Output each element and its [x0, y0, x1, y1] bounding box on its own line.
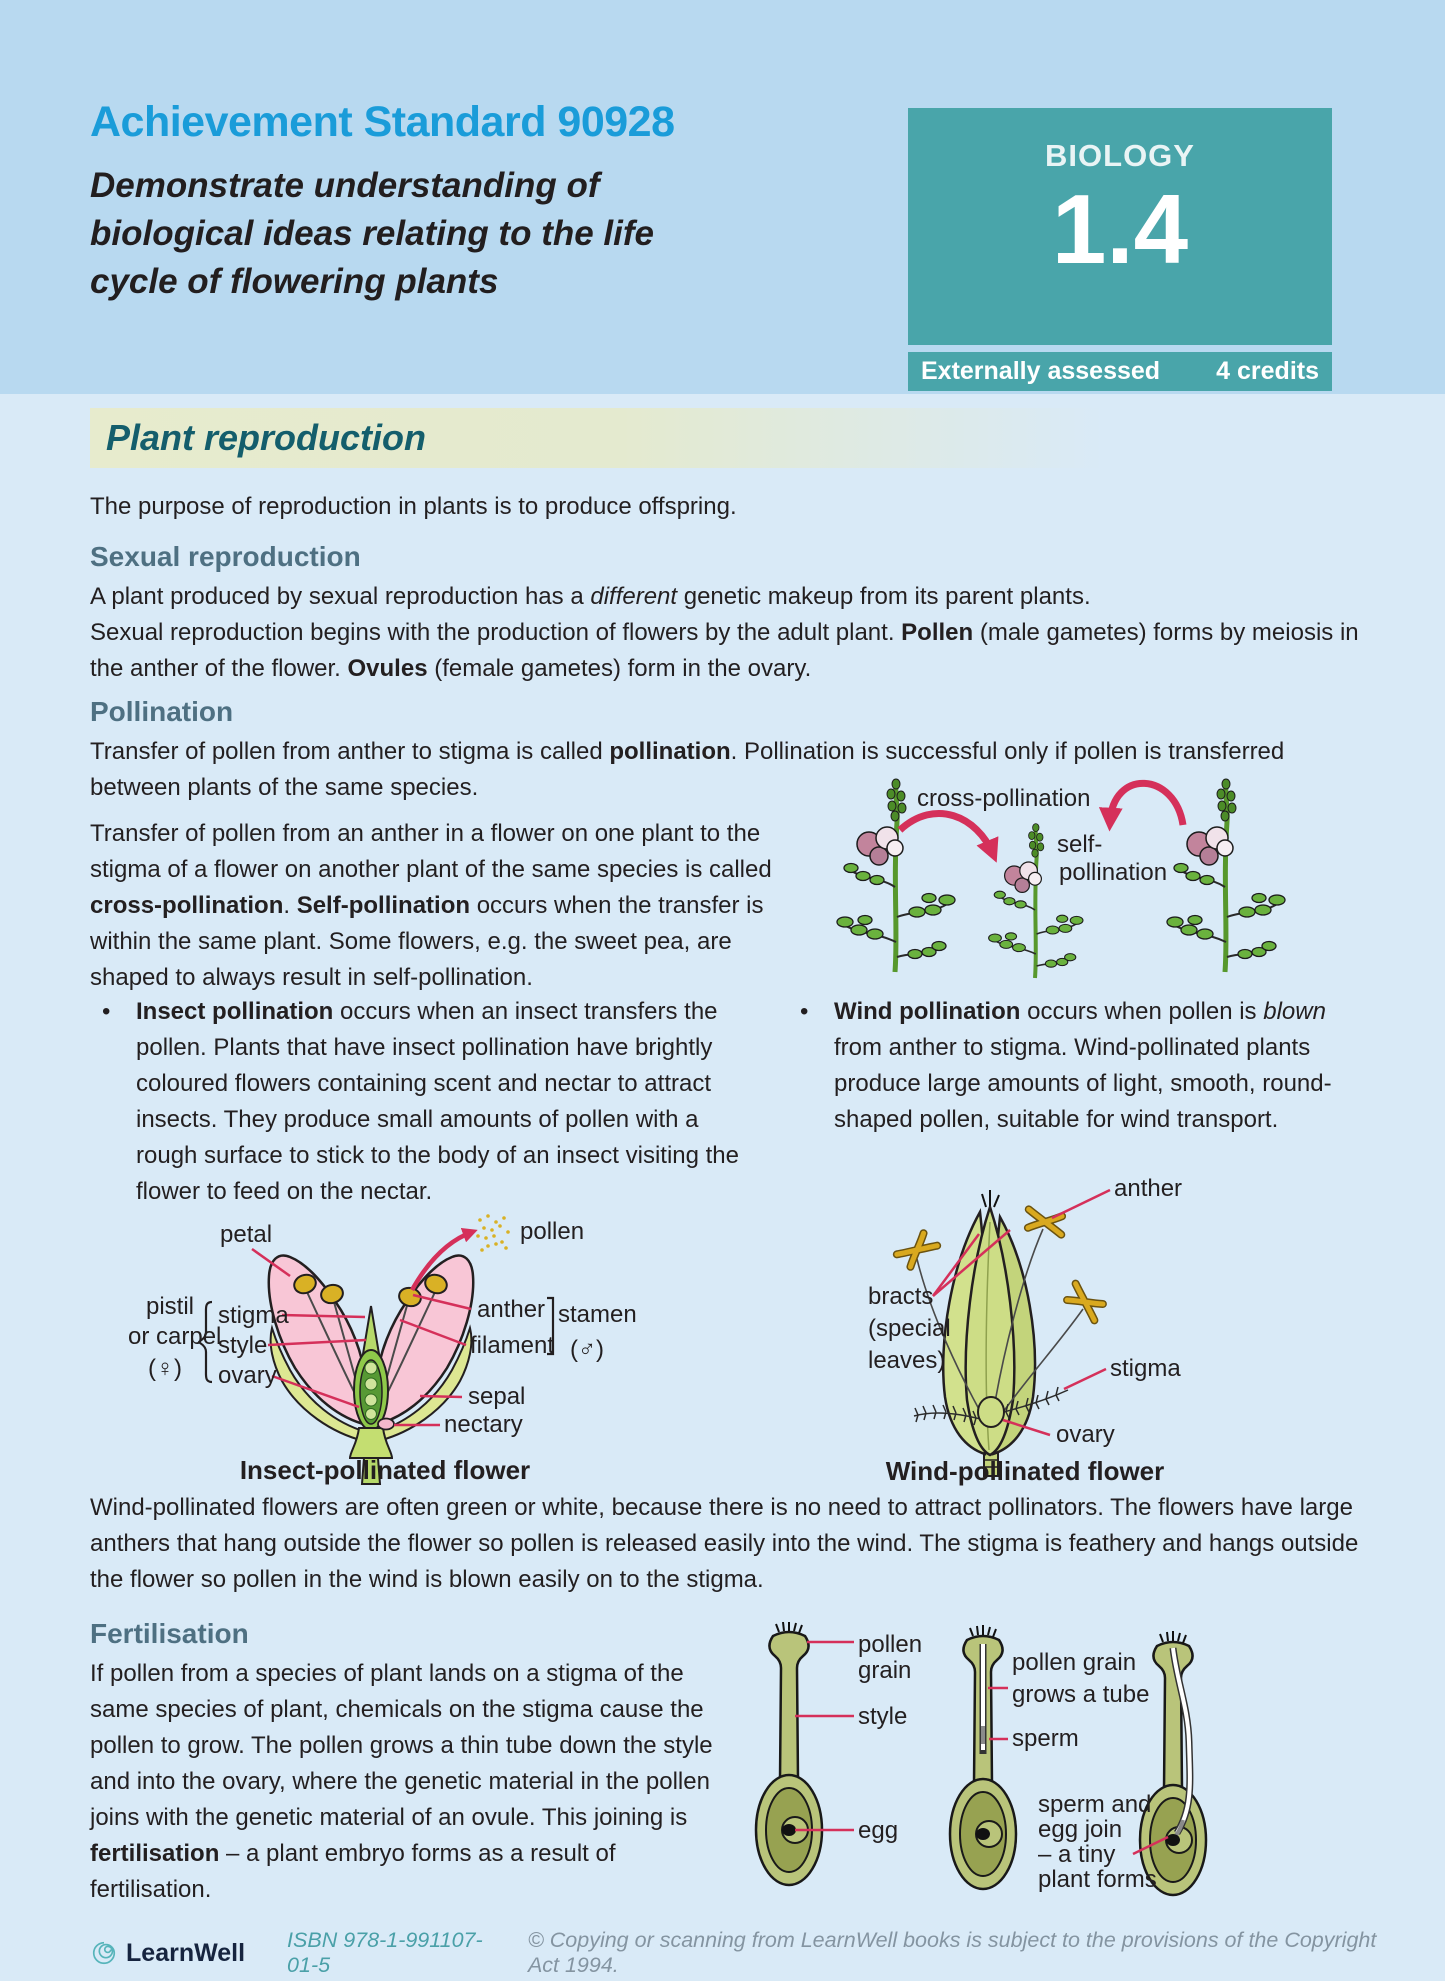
text-run: pollination	[609, 738, 731, 765]
bract-tip-fringe	[982, 1190, 999, 1207]
heading-sexual-reproduction: Sexual reproduction	[90, 541, 361, 572]
intro-paragraph: The purpose of reproduction in plants is to produce offspring.	[90, 493, 737, 520]
page-footer	[90, 1928, 1410, 1978]
cross-pollination-arrow	[900, 813, 993, 854]
isbn-text: ISBN 978-1-991107-01-5	[287, 1928, 483, 1977]
label-petal: petal	[220, 1221, 273, 1248]
pistil-stage-3	[1140, 1631, 1206, 1895]
subject-level: 1.4	[1051, 174, 1189, 284]
text-run: genetic makeup from its parent plants.	[677, 583, 1091, 610]
self-pollination-label: pollination	[1059, 859, 1168, 886]
label-sepal: sepal	[468, 1383, 526, 1410]
assessment-bar	[908, 352, 1332, 391]
text-run: fertilisation	[90, 1840, 220, 1867]
text-run: Insect pollination	[136, 998, 334, 1025]
wind-flower-illustration	[690, 1162, 1290, 1492]
label-nectary: nectary	[444, 1411, 523, 1438]
text-run: Wind pollination	[834, 998, 1021, 1025]
text-run: Sexual reproduction begins with the production of flowers by the adult plant.	[90, 619, 902, 646]
text-run: – a plant embryo forms as a result of fertilisation.	[90, 1840, 616, 1903]
label-pollen-grain: grain	[858, 1657, 912, 1684]
text-run: blown	[1263, 998, 1326, 1025]
page-title: Achievement Standard 90928	[90, 98, 675, 146]
label-stamen: (♂)	[570, 1336, 604, 1363]
label-style: style	[858, 1703, 908, 1730]
heading-fertilisation: Fertilisation	[90, 1618, 249, 1649]
petal-shape	[375, 1256, 473, 1425]
label-stamen: stamen	[558, 1301, 637, 1328]
fertilisation-diagram	[745, 1622, 1400, 1917]
label-filament: filament	[470, 1332, 555, 1359]
text-run: Self-pollination	[296, 892, 471, 919]
wind-pollination-bullet	[788, 994, 1352, 1138]
text-run: A plant produced by sexual reproduction has a	[90, 583, 591, 610]
pollination-paragraph-2	[90, 816, 774, 996]
label-style: style	[218, 1332, 268, 1359]
section-header	[90, 408, 1357, 468]
text-run: from anther to stigma. Wind-pollinated plants produce large amounts of light, smooth, round-shaped pollen, suitable for wind transport.	[834, 1034, 1332, 1133]
subject-badge	[908, 108, 1332, 345]
section-title: Plant reproduction	[106, 417, 427, 458]
bullet-glyph: •	[800, 998, 809, 1025]
insect-flower-diagram	[100, 1192, 760, 1492]
insect-flower-caption: Insect-pollinated flower	[239, 1455, 531, 1485]
label-anther: anther	[477, 1296, 546, 1323]
label-bracts: bracts	[868, 1283, 934, 1310]
label-sperm: sperm	[1012, 1725, 1079, 1752]
label-stigma: stigma	[218, 1302, 289, 1329]
text-run: occurs when pollen is	[1020, 998, 1264, 1025]
cross-pollination-label: cross-pollination	[917, 785, 1091, 812]
learnwell-logo-icon	[90, 1938, 118, 1968]
text-run: different	[590, 583, 678, 610]
text-run: Pollen	[901, 619, 974, 646]
subtitle-line: cycle of flowering plants	[90, 262, 499, 301]
label-ovary: ovary	[1056, 1421, 1115, 1448]
text-run: Ovules	[347, 655, 428, 682]
text-run: .	[283, 892, 297, 919]
assessment-type: Externally assessed	[921, 357, 1161, 385]
label-tube: pollen grain	[1012, 1649, 1137, 1676]
subtitle-line: Demonstrate understanding of	[90, 166, 600, 205]
text-run: . Pollination is successful only if pollen is transferred between plants of the same species.	[90, 738, 1285, 801]
label-join: sperm and	[1038, 1791, 1152, 1818]
self-pollination-arrow	[1110, 783, 1183, 825]
credits-count: 4 credits	[1216, 357, 1319, 385]
text-run: Transfer of pollen from anther to stigma is called	[90, 738, 610, 765]
text-run: occurs when the transfer is within the same plant. Some flowers, e.g. the sweet pea, are shaped to always result in self-pollination.	[90, 892, 764, 991]
label-bracts: (special	[868, 1315, 951, 1342]
insect-pollination-bullet	[90, 994, 758, 1210]
stigma-style-shape	[363, 1306, 379, 1354]
ovary-shape	[978, 1397, 1004, 1427]
copyright-notice: © Copying or scanning from LearnWell books is subject to the provisions of the Copyright Act 1994.	[527, 1928, 1377, 1977]
pistil-stage-1	[756, 1622, 822, 1885]
text-run: If pollen from a species of plant lands on a stigma of the same species of plant, chemicals on the stigma cause the pollen to grow. The pollen grows a thin tube down the style and into the ovary, where the genetic material in the pollen joins with the genetic material of an ovule. This joining is	[90, 1660, 713, 1831]
label-pistil: pistil	[146, 1293, 195, 1320]
wind-flowers-paragraph: Wind-pollinated flowers are often green or white, because there is no need to attract pollinators. The flowers have large anthers that hang outside the flower so pollen is released easily into the wind. The stigma is feathery and hangs outside the flower so pollen in the wind is blown easily on to the stigma.	[90, 1494, 1359, 1593]
brand-name: LearnWell	[126, 1938, 246, 1967]
label-pollen-grain: pollen	[858, 1631, 923, 1658]
insect-flower-illustration	[100, 1192, 760, 1492]
text-run: (male gametes) forms by meiosis in the anther of the flower.	[90, 619, 1359, 682]
wind-flower-caption: Wind-pollinated flower	[885, 1456, 1165, 1486]
wind-flower-diagram	[690, 1162, 1290, 1492]
insect-pollination-text	[136, 994, 750, 1210]
cross-pollination-diagram	[795, 750, 1365, 1000]
cross-pollination-illustration	[795, 750, 1365, 1000]
pollen-dots	[476, 1214, 510, 1252]
wind-pollination-text	[834, 994, 1339, 1138]
paragraph	[90, 615, 1372, 687]
label-join: – a tiny	[1038, 1841, 1116, 1868]
subject-name: BIOLOGY	[1045, 138, 1195, 173]
standard-subtitle	[90, 162, 654, 306]
sexual-reproduction-text	[90, 579, 1372, 687]
fertilisation-illustration	[745, 1622, 1400, 1917]
label-pistil: (♀)	[148, 1355, 182, 1382]
label-egg: egg	[858, 1817, 899, 1844]
plant-right	[1167, 779, 1285, 972]
label-ovary: ovary	[218, 1362, 277, 1389]
label-join: plant forms	[1038, 1866, 1157, 1893]
text-run: (female gametes) form in the ovary.	[427, 655, 812, 682]
label-anther: anther	[1114, 1175, 1183, 1202]
label-bracts: leaves)	[868, 1347, 946, 1374]
text-run: Transfer of pollen from an anther in a flower on one plant to the stigma of a flower on another plant of the same species is called	[90, 820, 772, 883]
fertilisation-paragraph	[90, 1656, 740, 1908]
label-pistil: or carpel	[128, 1323, 222, 1350]
text-run: cross-pollination	[90, 892, 284, 919]
subtitle-line: biological ideas relating to the life	[90, 214, 654, 253]
label-stigma: stigma	[1110, 1355, 1181, 1382]
nectary-shape	[378, 1419, 394, 1430]
paragraph	[90, 579, 1372, 615]
heading-pollination: Pollination	[90, 696, 234, 727]
bullet-glyph: •	[102, 998, 111, 1025]
label-tube: grows a tube	[1012, 1681, 1150, 1708]
self-pollination-label: self-	[1057, 831, 1103, 858]
label-join: egg join	[1038, 1816, 1123, 1843]
label-pollen: pollen	[520, 1218, 585, 1245]
pistil-stage-2	[950, 1625, 1016, 1889]
text-run: occurs when an insect transfers the pollen. Plants that have insect pollination have brightly coloured flowers containing scent and nectar to attract insects. They produce small amounts of pollen with a rough surface to stick to the body of an insect visiting the flower to feed on the nectar.	[136, 998, 739, 1205]
